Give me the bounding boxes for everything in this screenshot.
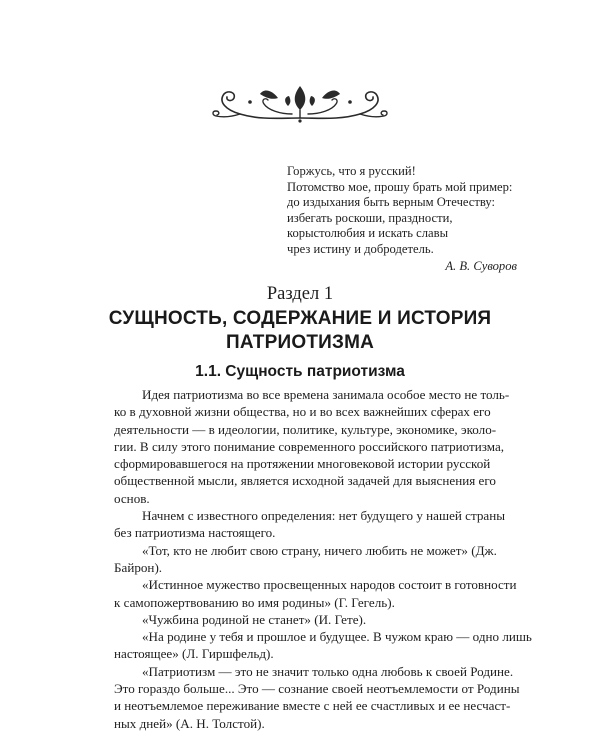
decorative-flourish-ornament: [210, 80, 390, 124]
quote-line: Байрон).: [114, 559, 163, 575]
epigraph-line: избегать роскоши, праздности,: [287, 210, 453, 225]
epigraph-line: Горжусь, что я русский!: [287, 164, 416, 178]
paragraph-line: гии. В силу этого понимание современного российского патриотизма,: [114, 438, 505, 454]
quote-line: «Истинное мужество просвещенных народов состоит в готовности: [142, 577, 517, 593]
paragraph-line: общественной мысли, является исходной задачей для выяснения его: [114, 473, 496, 489]
paragraph-line: деятельности — в идеологии, политике, культуре, экономике, эколо-: [114, 421, 497, 437]
quote-line: и неотъемлемое переживание вместе с ней ее счастливых и ее несчаст-: [114, 698, 511, 714]
section-title-line: ПАТРИОТИЗМА: [225, 332, 375, 353]
epigraph-line: чрез истину и добродетель.: [287, 241, 434, 256]
quote-line: настоящее» (Л. Гиршфельд).: [114, 646, 274, 662]
epigraph-line: корыстолюбия и искать славы: [287, 226, 449, 241]
epigraph: [287, 164, 517, 274]
quote-line: ных дней» (А. Н. Толстой).: [114, 715, 265, 731]
quote-line: «Патриотизм — это не значит только одна любовь к своей Родине.: [142, 663, 514, 679]
paragraph-line: ко в духовной жизни общества, но и во всех важнейших сферах его: [114, 404, 491, 420]
paragraph-line: Идея патриотизма во все времена занимала особое место не толь-: [142, 387, 510, 402]
quote-line: «Тот, кто не любит свою страну, ничего любить не может» (Дж.: [142, 542, 497, 558]
quote-line: Это гораздо больше... Это — сознание своей неотъемлемости от Родины: [114, 681, 520, 697]
epigraph-author: А. В. Суворов: [445, 258, 517, 273]
section-title-line: СУЩНОСТЬ, СОДЕРЖАНИЕ И ИСТОРИЯ: [108, 308, 492, 329]
subsection-title: 1.1. Сущность патриотизма: [195, 363, 405, 380]
body-text: [114, 386, 532, 732]
epigraph-line: до издыхания быть верным Отечеству:: [287, 195, 496, 210]
epigraph-line: Потомство мое, прошу брать мой пример:: [287, 179, 513, 194]
quote-line: «На родине у тебя и прошлое и будущее. В чужом краю — одно лишь: [142, 629, 532, 645]
quote-line: «Чужбина родиной не станет» (И. Гете).: [142, 611, 367, 627]
section-label: Раздел 1: [266, 284, 334, 304]
quote-line: к самопожертвованию во имя родины» (Г. Гегель).: [114, 594, 395, 610]
paragraph-line: основ.: [114, 490, 150, 506]
section-title: [0, 307, 600, 355]
paragraph-line: Начнем с известного определения: нет будущего у нашей страны: [142, 508, 506, 524]
paragraph-line: сформировавшегося на протяжении многовековой истории русской: [114, 456, 491, 472]
paragraph-line: без патриотизма настоящего.: [114, 525, 276, 541]
